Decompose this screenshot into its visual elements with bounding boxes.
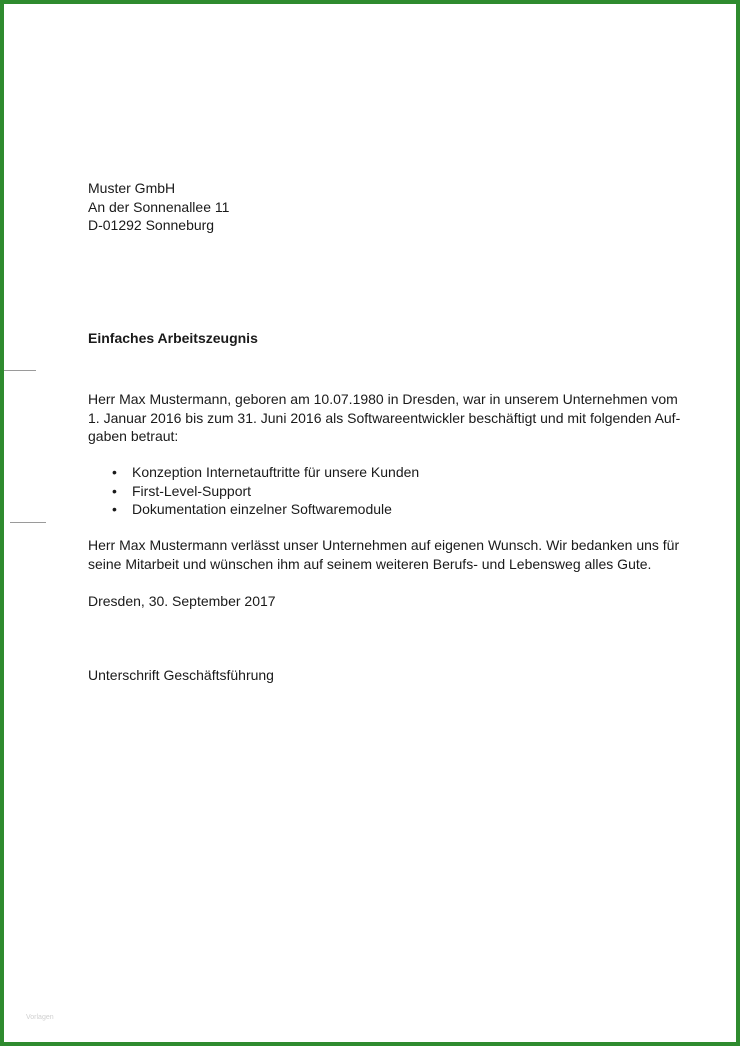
list-item-text: Konzeption Internetauftritte für unsere Kunden <box>132 464 420 480</box>
paragraph-line: seine Mitarbeit und wünschen ihm auf seinem weiteren Berufs- und Lebensweg alles Gute. <box>88 555 652 572</box>
paragraph-line: gaben betraut: <box>88 428 179 444</box>
date-line: Dresden, 30. September 2017 <box>88 593 276 609</box>
bullet-icon: • <box>112 482 117 499</box>
sender-address <box>88 179 229 235</box>
list-item-text: First-Level-Support <box>132 482 252 499</box>
task-list <box>88 463 419 519</box>
closing-paragraph <box>88 536 688 573</box>
list-item <box>88 482 419 501</box>
list-item <box>88 500 419 519</box>
signature-line: Unterschrift Geschäftsführung <box>88 667 274 683</box>
intro-paragraph <box>88 390 681 446</box>
paragraph-line: Herr Max Mustermann verlässt unser Unternehmen auf eigenen Wunsch. Wir bedanken uns für <box>88 537 680 553</box>
address-company: Muster GmbH <box>88 180 176 196</box>
list-item-text: Dokumentation einzelner Softwaremodule <box>132 501 392 517</box>
address-street: An der Sonnenallee 11 <box>88 198 230 215</box>
paragraph-line: 1. Januar 2016 bis zum 31. Juni 2016 als Softwareentwickler beschäftigt und mit folgenden Auf- <box>88 409 681 426</box>
address-city: D-01292 Sonneburg <box>88 217 215 233</box>
bullet-icon: • <box>112 464 117 480</box>
punch-mark <box>10 522 46 523</box>
document-title: Einfaches Arbeitszeugnis <box>88 330 258 346</box>
list-item <box>88 463 419 482</box>
fold-mark <box>4 370 36 371</box>
paragraph-line: Herr Max Mustermann, geboren am 10.07.1980 in Dresden, war in unserem Unternehmen vom <box>88 391 678 407</box>
watermark: Vorlagen <box>26 1014 54 1021</box>
bullet-icon: • <box>112 501 117 517</box>
